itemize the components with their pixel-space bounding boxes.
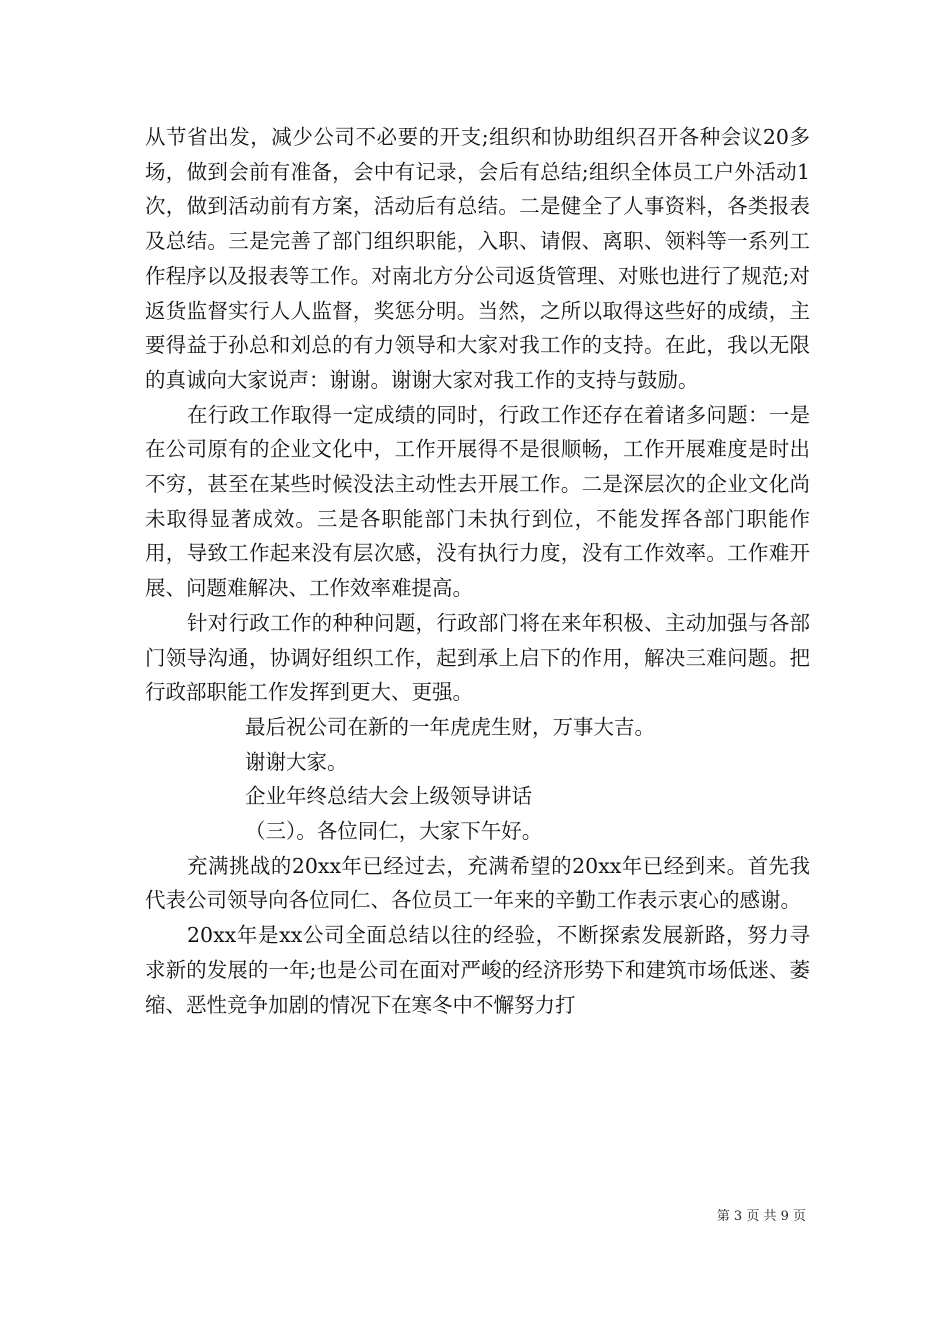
paragraph-year-review: 20xx年是xx公司全面总结以往的经验，不断探索发展新路，努力寻求新的发展的一年;也是公司在面对严峻的经济形势下和建筑市场低迷、萎缩、恶性竞争加剧的情况下在寒冬中不懈努力打 [145, 923, 810, 1017]
page-number: 第 3 页 共 9 页 [716, 1209, 806, 1224]
paragraph-intro: 充满挑战的20xx年已经过去，充满希望的20xx年已经到来。首先我代表公司领导向各位同仁、各位员工一年来的辛勤工作表示衷心的感谢。 [145, 853, 810, 913]
paragraph-continuation: 从节省出发，减少公司不必要的开支;组织和协助组织召开各种会议20多场，做到会前有准备，会中有记录，会后有总结;组织全体员工户外活动1次，做到活动前有方案，活动后有总结。二是健全了人事资料，各类报表及总结。三是完善了部门组织职能，入职、请假、离职、领料等一系列工作程序以及报表等工作。对南北方分公司返货管理、对账也进行了规范;对返货监督实行人人监督，奖惩分明。当然，之所以取得这些好的成绩，主要得益于孙总和刘总的有力领导和大家对我工作的支持。在此，我以无限的真诚向大家说声：谢谢。谢谢大家对我工作的支持与鼓励。 [145, 125, 810, 392]
paragraph-problems: 在行政工作取得一定成绩的同时，行政工作还存在着诸多问题：一是在公司原有的企业文化中，工作开展得不是很顺畅，工作开展难度是时出不穷，甚至在某些时候没法主动性去开展工作。二是深层次的企业文化尚未取得显著成效。三是各职能部门未执行到位，不能发挥各部门职能作用，导致工作起来没有层次感，没有执行力度，没有工作效率。工作难开展、问题难解决、工作效率难提高。 [145, 402, 810, 601]
body-text [145, 120, 810, 1022]
paragraph-thanks: 谢谢大家。 [245, 749, 348, 774]
paragraph-wishes: 最后祝公司在新的一年虎虎生财，万事大吉。 [245, 714, 655, 739]
section-title: 企业年终总结大会上级领导讲话 [245, 784, 532, 809]
section-greeting: （三）。各位同仁，大家下午好。 [245, 819, 543, 844]
paragraph-measures: 针对行政工作的种种问题，行政部门将在来年积极、主动加强与各部门领导沟通，协调好组织工作，起到承上启下的作用，解决三难问题。把行政部职能工作发挥到更大、更强。 [145, 610, 810, 705]
